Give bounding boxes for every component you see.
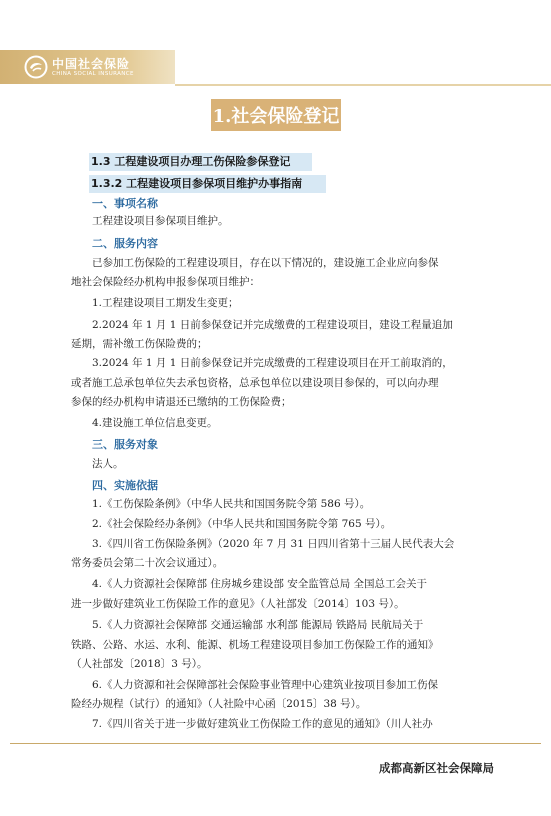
footer-rule (10, 743, 541, 744)
logo-text-en: CHINA SOCIAL INSURANCE (52, 71, 134, 77)
heading-service-target: 三、服务对象 (92, 438, 158, 451)
heading-service-content: 二、服务内容 (92, 237, 158, 250)
footer-organization: 成都高新区社会保障局 (379, 761, 494, 775)
basis-4-line-2: 进一步做好建筑业工伤保险工作的意见》（人社部发〔2014〕103 号）。 (71, 598, 405, 610)
basis-5-line-3: （人社部发〔2018〕3 号）。 (71, 658, 208, 670)
condition-2-line-1: 2.2024 年 1 月 1 日前参保登记并完成缴费的工程建设项目，建设工程量追加 (92, 319, 453, 331)
heading-legal-basis: 四、实施依据 (92, 479, 158, 492)
basis-3-line-2: 常务委员会第二十次会议通过）。 (71, 557, 224, 569)
condition-2-line-2: 延期，需补缴工伤保险费的； (71, 338, 208, 350)
condition-3-line-3: 参保的经办机构申请退还已缴纳的工伤保险费； (71, 396, 292, 408)
basis-1: 1.《工伤保险条例》（中华人民共和国国务院令第 586 号）。 (92, 498, 371, 510)
basis-3-line-1: 3.《四川省工伤保险条例》（2020 年 7 月 31 日四川省第十三届人民代表大会 (92, 538, 455, 550)
basis-7-line-1: 7.《四川省关于进一步做好建筑业工伤保险工作的意见的通知》（川人社办 (92, 718, 433, 730)
intro-line-1: 已参加工伤保险的工程建设项目，存在以下情况的，建设施工企业应向参保 (92, 257, 439, 269)
condition-3-line-2: 或者施工总承包单位失去承包资格，总承包单位以建设项目参保的，可以向办理 (71, 377, 439, 389)
section-title-1-3-2: 1.3.2 工程建设项目参保项目维护办事指南 (89, 175, 326, 193)
basis-6-line-2: 险经办规程（试行）的通知》（人社险中心函〔2015〕38 号）。 (71, 698, 367, 710)
section-title-1-3: 1.3 工程建设项目办理工伤保险参保登记 (89, 153, 312, 171)
basis-5-line-1: 5.《人力资源社会保障部 交通运输部 水利部 能源局 铁路局 民航局关于 (92, 619, 424, 631)
item-name-text: 工程建设项目参保项目维护。 (92, 215, 229, 227)
header-rule (175, 84, 551, 86)
logo-text-cn: 中国社会保险 (52, 57, 131, 71)
basis-5-line-2: 铁路、公路、水运、水利、能源、机场工程建设项目参加工伤保险工作的通知》 (71, 639, 439, 651)
condition-3-line-1: 3.2024 年 1 月 1 日前参保登记并完成缴费的工程建设项目在开工前取消的， (92, 357, 453, 369)
intro-line-2: 地社会保险经办机构申报参保项目维护： (71, 276, 260, 288)
basis-4-line-1: 4.《人力资源社会保障部 住房城乡建设部 安全监管总局 全国总工会关于 (92, 578, 428, 590)
social-insurance-logo-icon (24, 55, 48, 79)
basis-2: 2.《社会保险经办条例》（中华人民共和国国务院令第 765 号）。 (92, 518, 392, 530)
heading-item-name: 一、事项名称 (92, 197, 158, 210)
service-target-text: 法人。 (92, 458, 124, 470)
page-title: 1.社会保险登记 (211, 99, 341, 131)
basis-6-line-1: 6.《人力资源和社会保障部社会保险事业管理中心建筑业按项目参加工伤保 (92, 679, 439, 691)
condition-1: 1.工程建设项目工期发生变更； (92, 297, 239, 309)
condition-4: 4.建设施工单位信息变更。 (92, 417, 218, 429)
